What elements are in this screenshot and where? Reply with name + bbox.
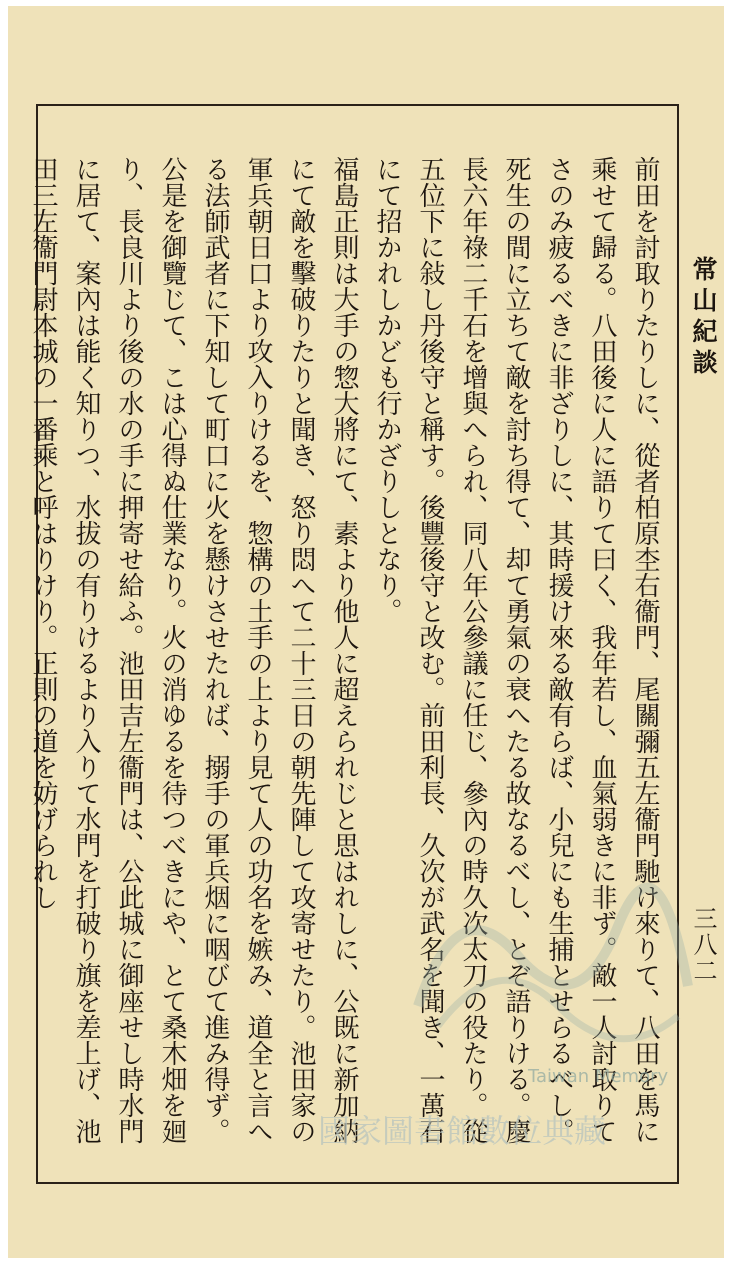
- watermark-logo-icon: [398, 866, 698, 1046]
- paragraph-2: 福島正則は大手の惣大將にて、素より他人に超えられじと思はれしに、公既に新加納にて敵を擊破りたりと聞き、怒り悶へて二十三日の朝先陣して攻寄せたり。池田家の軍兵朝日口より攻入りけるを、惣構の土手の上より見て人の功名を嫉み、道全と言へる法師武者に下知して町口に火を懸けさせたれば、搦手の軍兵烟に咽びて進み得ず。公是を御覽じて、こは心得ぬ仕業なり。火の消ゆるを待つべきにや、とて桑木畑を廻り、長良川より後の水の手に押寄せ給ふ。池田吉左衞門は、公此城に御座せし時水門に居て、案內は能く知りつ、水拔の有りけるより入りて水門を打破り旗を差上げ、池田三左衞門尉本城の一番乘と呼はりけり。正則の道を妨げられし: [28, 156, 359, 1144]
- page-number: 三八二: [689, 906, 717, 984]
- paragraph-1: 前田を討取りたりしに、從者柏原杢右衞門、尾關彌五左衞門馳け來りて、八田を馬に乘せて歸る。八田後に人に語りて曰く、我年若し、血氣弱きに非ず。敵一人討取りてさのみ疲るべきに非ざりしに、其時援け來る敵有らば、小兒にも生捕とせらるべし。死生の間に立ちて敵を討ち得て、却て勇氣の衰へたる故なるべし、とぞ語りける。慶長六年祿二千石を增與へられ、同八年公參議に任じ、參內の時久次太刀の役たり。從五位下に敍し丹後守と稱す。後豐後守と改む。前田利長、久次が武名を聞き、一萬石にて招かれしかども行かざりしとなり。: [372, 156, 660, 1144]
- watermark-chinese: 國家圖書館數位典藏: [318, 1112, 607, 1150]
- running-title: 常山紀談: [689, 256, 718, 380]
- scanned-page: [8, 6, 724, 1258]
- watermark-english: Taiwan Memory: [528, 1066, 669, 1087]
